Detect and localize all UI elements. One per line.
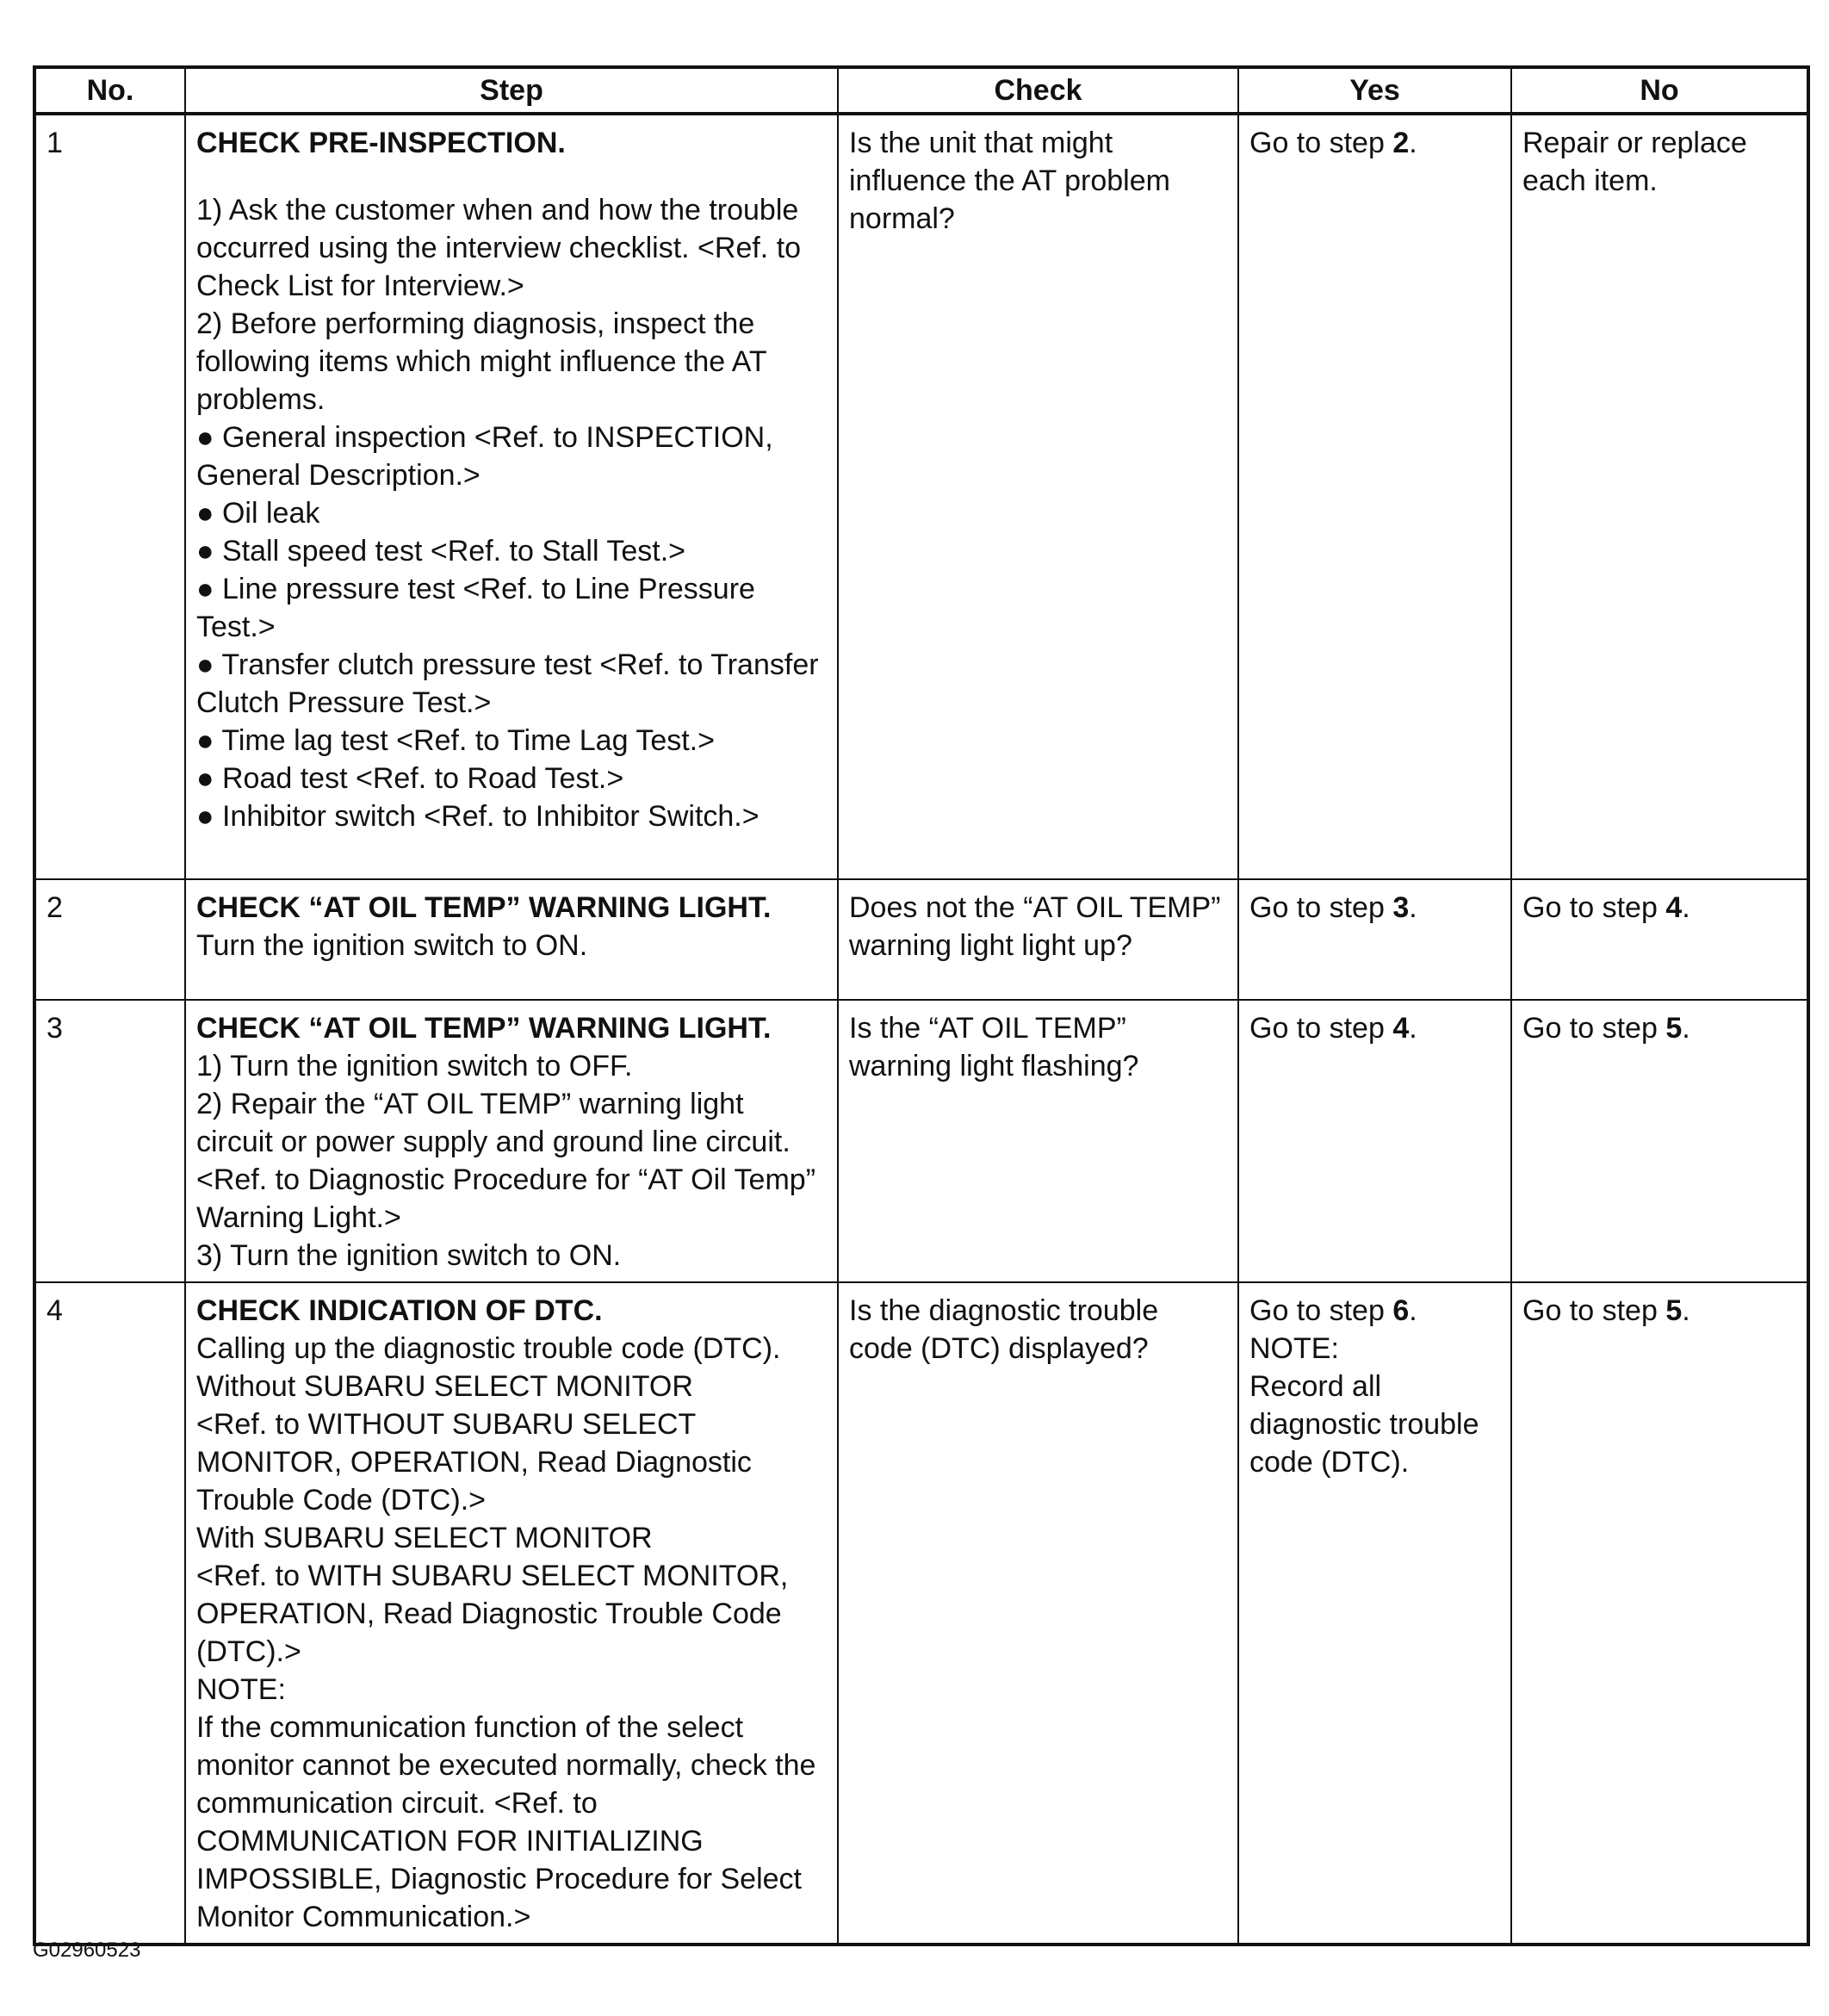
check-cell: Is the unit that might influence the AT problem normal? [838,114,1238,879]
step-body: 1) Turn the ignition switch to OFF. 2) Repair the “AT OIL TEMP” warning light circuit or power supply and ground line circuit. <Ref. to Diagnostic Procedure for “AT Oil Temp” Warning Light.> 3) Turn the ignition switch to ON. [196,1050,816,1272]
row-number: 1 [34,114,185,879]
header-step: Step [185,67,838,114]
no-cell [1511,879,1808,1000]
yes-cell [1238,879,1511,1000]
yes-text: Go to step [1249,127,1393,159]
no-step-number: 4 [1665,891,1683,924]
table-body [34,114,1808,1945]
table-header [34,67,1808,114]
yes-text: Go to step [1249,1012,1393,1045]
yes-step-number: 2 [1392,127,1410,159]
yes-step-number: 3 [1392,891,1410,924]
check-cell: Is the diagnostic trouble code (DTC) displayed? [838,1282,1238,1945]
header-no-result: No [1511,67,1808,114]
check-cell: Is the “AT OIL TEMP” warning light flashing? [838,1000,1238,1282]
step-title: CHECK INDICATION OF DTC. [196,1294,603,1327]
step-body: Calling up the diagnostic trouble code (DTC). Without SUBARU SELECT MONITOR <Ref. to WITHOUT SUBARU SELECT MONITOR, OPERATION, Read Diagnostic Trouble Code (DTC).> With SUBARU SELECT MONITOR <Ref. to WITH SUBARU SELECT MONITOR, OPERATION, Read Diagnostic Trouble Code (DTC).> NOTE: If the communication function of the select monitor cannot be executed normally, check the communication circuit. <Ref. to COMMUNICATION FOR INITIALIZING IMPOSSIBLE, Diagnostic Procedure for Select Monitor Communication.> [196,1332,816,1933]
no-step-number: 5 [1665,1012,1683,1045]
step-cell [185,1282,838,1945]
header-check: Check [838,67,1238,114]
yes-text: Go to step [1249,1294,1393,1327]
table-row [34,114,1808,879]
table-row [34,879,1808,1000]
no-suffix: . [1682,891,1690,924]
no-text: Go to step [1522,1294,1666,1327]
table-row [34,1000,1808,1282]
yes-suffix: . [1409,127,1417,159]
no-text: Go to step [1522,891,1666,924]
step-body: Turn the ignition switch to ON. [196,929,588,962]
yes-step-number: 6 [1392,1294,1410,1327]
no-text: Repair or replace each item. [1522,127,1747,197]
no-cell [1511,1282,1808,1945]
yes-cell [1238,1282,1511,1945]
header-row [34,67,1808,114]
step-cell [185,879,838,1000]
no-cell [1511,114,1808,879]
no-suffix: . [1682,1012,1690,1045]
yes-step-number: 4 [1392,1012,1410,1045]
check-cell: Does not the “AT OIL TEMP” warning light light up? [838,879,1238,1000]
diagnostic-procedure-table [33,65,1810,1946]
row-number: 3 [34,1000,185,1282]
header-yes: Yes [1238,67,1511,114]
yes-cell [1238,1000,1511,1282]
step-cell [185,114,838,879]
step-body: 1) Ask the customer when and how the trouble occurred using the interview checklist. <Ref. to Check List for Interview.> 2) Before performing diagnosis, inspect the following items which might influence the AT problems. ● General inspection <Ref. to INSPECTION, General Description.> ● Oil leak ● Stall speed test <Ref. to Stall Test.> ● Line pressure test <Ref. to Line Pressure Test.> ● Transfer clutch pressure test <Ref. to Transfer Clutch Pressure Test.> ● Time lag test <Ref. to Time Lag Test.> ● Road test <Ref. to Road Test.> ● Inhibitor switch <Ref. to Inhibitor Switch.> [196,194,819,833]
yes-text: Go to step [1249,891,1393,924]
no-cell [1511,1000,1808,1282]
figure-code: G02960523 [33,1938,141,1962]
yes-suffix: . [1409,1012,1417,1045]
header-no: No. [34,67,185,114]
yes-suffix: . [1409,891,1417,924]
step-cell [185,1000,838,1282]
no-suffix: . [1682,1294,1690,1327]
no-text: Go to step [1522,1012,1666,1045]
row-number: 2 [34,879,185,1000]
yes-suffix: . NOTE: Record all diagnostic trouble code (DTC). [1249,1294,1479,1479]
yes-cell [1238,114,1511,879]
table-row [34,1282,1808,1945]
step-title: CHECK “AT OIL TEMP” WARNING LIGHT. [196,1012,772,1045]
row-number: 4 [34,1282,185,1945]
step-title: CHECK “AT OIL TEMP” WARNING LIGHT. [196,891,772,924]
no-step-number: 5 [1665,1294,1683,1327]
step-title: CHECK PRE-INSPECTION. [196,127,566,159]
